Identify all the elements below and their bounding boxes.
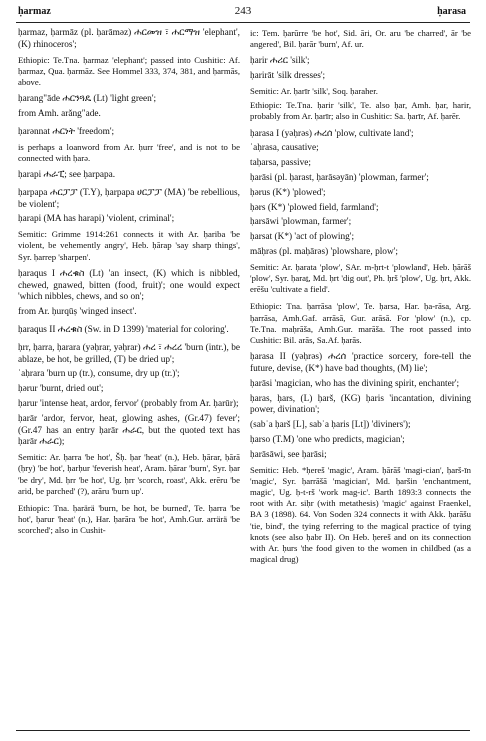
subentry-harirat: ḥarirāt 'silk dresses'; (250, 71, 326, 82)
note-harangade: from Amh. arǎng"ade. (18, 109, 101, 119)
subentry-hers: ḥǝrs (K*) 'plowed field, farmland'; (250, 202, 379, 213)
ethiopic-harmaz: Ethiopic: Te.Tna. ḥarmaz 'elephant'; passed into Cushitic: Af. ḥarmaz, Qua. ḥarmāz. See Hommel 333, 374, 381, and ḥarmās, above. (18, 54, 240, 87)
right-column (250, 28, 471, 571)
entry-harasa-2: ḥarasa II (yǝḥrǝs) ሐረሰ 'practice sorcery, fore-tell the future, devise, (K*) have bad thoughts, (M) lie'; (250, 352, 471, 374)
subentry-harasawi: ḥarāsāwi, see ḥarāsi; (250, 449, 327, 460)
semitic-hrr: Semitic: Ar. ḥarra 'be hot', Šḥ. ḥar 'heat' (n.), Heb. ḥārar, ḥārā (ḥry) 'be hot', ḥarḥur 'feverish heat', Aram. ḥārar 'burn', Syr. ḥar 'be dry', Md. ḥrr 'be hot', Ug. ḥrr 'scorch, roast', Akk. erēru 'be arid, be parched' (?), arāru 'burn up'. (18, 452, 240, 496)
subentry-harar: ḥarār 'ardor, fervor, heat, glowing ashes, (Gr.47) fever'; (Gr.47 has an entry ḥarār ሐራር, but the quoted text has ḥarār ሐራር); (18, 413, 240, 448)
header-rule (16, 22, 470, 23)
ethiopic-harasa-1: Ethiopic: Tna. ḥarrāsa 'plow', Te. ḥarsa, Har. ḥa-rāsa, Arg. ḥarrāsa, Amh.Gaf. arrāsā, Gur. arāsā. For 'plow' (n.), cp. Te.Tna. maḥrāša, Amh.Gur. marāša. The root passed into Cushitic: Bil. arās, Sa.Af. ḥarās. (250, 301, 471, 345)
subentry-harsawi: ḥarsāwi 'plowman, farmer'; (250, 217, 352, 228)
subentry-harso: ḥarso (T.M) 'one who predicts, magician'; (250, 434, 405, 445)
subentry-harapi: ḥarapi (MA has harapi) 'violent, criminal'; (18, 214, 175, 225)
semitic-harir: Semitic: Ar. ḥarīr 'silk', Soq. ḥaraher. (250, 86, 378, 96)
continuation-cushitic: ic: Tem. ḥarūrre 'be hot', Sid. āri, Or. aru 'be charred', ār 'be angered', Bil. ḥarār 'burn', Af. ur. (250, 28, 471, 50)
entry-harasa-1: ḥarasa I (yǝḥrǝs) ሐረሰ 'plow, cultivate land'; (250, 128, 414, 139)
subentry-ahrara: ʾaḥrara 'burn up (tr.), consume, dry up (tr.)'; (18, 369, 180, 380)
subentry-harasi: ḥarāsi (pl. ḥarast, ḥarāsǝyān) 'plowman, farmer'; (250, 173, 429, 183)
subentry-harasi-2: ḥarāsi 'magician, who has the divining spirit, enchanter'; (250, 378, 460, 389)
subentry-taharsa: taḥarsa, passive; (250, 158, 311, 169)
subentry-herus: ḥǝrus (K*) 'plowed'; (250, 187, 326, 198)
left-column (18, 28, 240, 543)
note-harennat: is perhaps a loanword from Ar. ḥurr 'free', and is not to be connected with ḥarǝ. (18, 141, 240, 163)
entry-haraqus-2: ḥaraqus II ሐረቁስ (Sw. in D 1399) 'material for coloring'. (18, 324, 229, 335)
running-head-left: ḥarmaz (18, 6, 51, 17)
entry-harir: ḥarir ሐሪር 'silk'; (250, 56, 310, 67)
ethiopic-harir: Ethiopic: Te.Tna. ḥarir 'silk', Te. also ḥar, Amh. ḥar, harir, probably from Ar. ḥarīr; also in Cushitic: Sa. ḥarīr, Af. ḥarēr. (250, 100, 471, 122)
subentry-harur: ḥarur 'intense heat, ardor, fervor' (probably from Ar. ḥarūr); (18, 398, 239, 409)
subentry-saba-hars: (sabʾa ḥarš [L], sabʾa ḥaris [Lt]) 'diviners'); (250, 420, 411, 431)
entry-harapi: ḥarapi ሐራፒ; see ḥarpapa. (18, 170, 116, 180)
entry-harpapa: ḥarpapa ሐርፓፓ (T.Y), ḥarpapa ሀርፓፓ (MA) 'be rebellious, be violent'; (18, 187, 240, 210)
subentry-ahrasa: ʾaḥrasa, causative; (250, 143, 319, 154)
ethiopic-hrr: Ethiopic: Tna. ḥarärä 'burn, be hot, be burned', Te. ḥarra 'be hot', ḥarur 'heat' (n.), Har. ḥarāra 'be hot', Amh.Gur. arrärä 'be scorched'; also in Cushit- (18, 502, 240, 536)
semitic-harasa-1: Semitic: Ar. ḥarata 'plow', SAr. m-ḥrt-t 'plowland', Heb. ḥārāš 'plow', Syr. ḥaraṯ, Md. ḥrt 'dig out', Ph. ḥrš 'plow', Ug. ḥrt, Akk. erēšu 'cultivate a field'. (250, 261, 471, 295)
subentry-mahres: māḥrǝs (pl. maḥārǝs) 'plowshare, plow'; (250, 246, 398, 257)
footer-rule (16, 730, 470, 731)
semitic-harpapa: Semitic: Grimme 1914:261 connects it with Ar. ḥariba 'be violent, be vehemently angry', Heb. ḥārap 'say sharp things', Syr. ḥarrep 'sharpen'. (18, 229, 240, 262)
semitic-harasa-2: Semitic: Heb. *ḥereš 'magic', Aram. ḥārāš 'magi-cian', ḥarš-īn 'magic', Syr. ḥarrāšā 'magician', Md. ḥaršin 'enchantment, magic', Ug. ḥ-t-rš 'work mag-ic'. Barth 1893:3 connects the root with Ar. siḥr (with metathesis) 'magic' against Fraenkel, BA 3 (1898). 64. Von Soden 324 connects it with Akk. ḥarāšu 'tie, bind', the tying referring to the magical practice of tying knots (see also ḥabr II). On Heb. ḥereš and on its connection with Ar. ḥurs 'the food given to the women in childbed (as a magical drug) (250, 464, 471, 565)
entry-haraqus-1: ḥaraqus I ሐረቁስ (Lt) 'an insect, (K) which is nibbled, chewed, gnawed, bitten (food, fruit)'; one would expect 'which nibbles, chews, and so on'; (18, 268, 240, 303)
note-haraqus-1: from Ar. ḥurqūṣ 'winged insect'. (18, 307, 137, 318)
entry-harangade: ḥarang"āde ሐርንጓዴ (Lt) 'light green'; (18, 94, 157, 105)
entry-harmaz: ḥarmaz, ḥarmāz (pl. ḥarāmǝz) ሐርመዝ ፣ ሐርማዝ 'elephant', (K) rhinoceros'; (18, 28, 240, 50)
subentry-harsat: ḥarsat (K*) 'act of plowing'; (250, 232, 355, 243)
running-head-right: ḥarasa (437, 6, 466, 17)
page-number: 243 (234, 5, 252, 17)
entry-hrr: ḥrr, ḥarra, ḥarara (yǝḥrar, yǝḥrar) ሐረ ፣ ሐረረ 'burn (intr.), be ablaze, be hot, be grilled, (T) be dried up'; (18, 342, 240, 365)
subentry-haras: ḥaras, ḥars, (L) ḥarš, (KG) ḥaris 'incantation, divining power, divination'; (250, 393, 471, 416)
subentry-herur: ḥǝrur 'burnt, dried out'; (18, 384, 104, 395)
entry-harennat: ḥarǝnnat ሐርነት 'freedom'; (18, 126, 115, 137)
